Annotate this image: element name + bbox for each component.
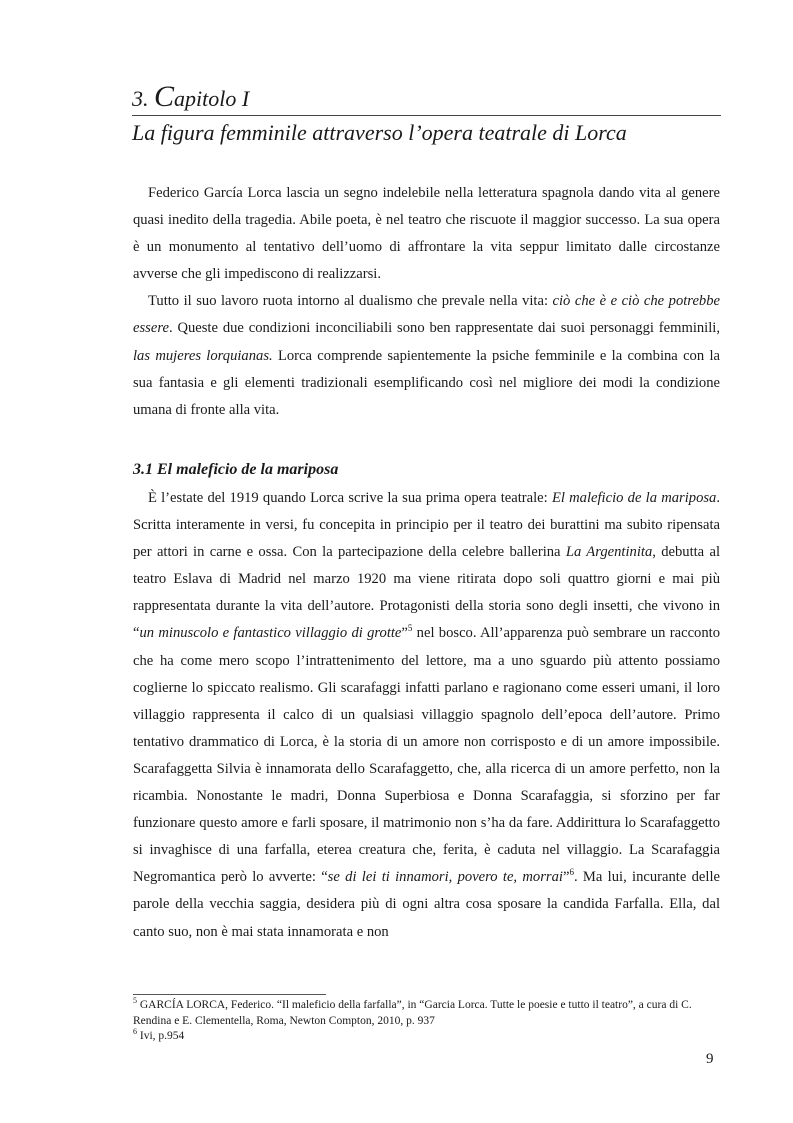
- footnote-6-text: Ivi, p.954: [137, 1030, 185, 1042]
- footnote-5-text: GARCÍA LORCA, Federico. “Il maleficio della farfalla”, in “Garcia Lorca. Tutte le poesie e tutto il teatro”, a cura di C. Rendina e E. Clementella, Roma, Newton Compton, 2010, p. 937: [133, 999, 692, 1027]
- chapter-label: [132, 80, 721, 116]
- footnote-ref-5[interactable]: 5: [407, 623, 413, 634]
- section-title: 3.1 El maleficio de la mariposa: [133, 461, 339, 478]
- intro-text: [133, 180, 720, 424]
- section-paragraph: [133, 485, 720, 946]
- section-emphasis-1: El maleficio de la mariposa: [551, 490, 717, 506]
- section-emphasis-3: un minuscolo e fantastico villaggio di grotte: [139, 625, 402, 642]
- chapter-cap-letter: C: [154, 80, 175, 113]
- intro-p2-text-b: . Queste due condizioni inconciliabili sono ben rappresentate dai suoi personaggi femminili,: [168, 320, 720, 337]
- section-text-7: . Ma lui, incurante delle parole della vecchia saggia, desidera più di ogni altra cosa sposare la candida Farfalla. Ella, dal canto suo, non è mai stata innamorata e non: [133, 869, 720, 940]
- section-text: [133, 485, 720, 946]
- chapter-number: 3.: [132, 86, 149, 111]
- chapter-label-rest: apitolo I: [174, 86, 250, 111]
- intro-p2-text-c: Lorca comprende sapientemente la psiche femminile e la combina con la sua fantasia e gli elementi tradizionali esemplificando così nel migliore dei modi la condizione umana di fronte alla vita.: [133, 347, 720, 418]
- intro-p2-emphasis-1: ciò che è e ciò che potrebbe essere: [133, 293, 720, 337]
- chapter-divider: [132, 115, 721, 116]
- page-number: 9: [706, 1051, 714, 1067]
- footnotes: [133, 998, 723, 1045]
- intro-p2-emphasis-2: las mujeres lorquianas.: [133, 347, 273, 364]
- intro-p2-text-a: Tutto il suo lavoro ruota intorno al dualismo che prevale nella vita:: [148, 293, 553, 310]
- section-text-5: nel bosco. All’apparenza può sembrare un racconto che ha come mero scopo l’intrattenimento del lettore, ma a uno sguardo più attento possiamo coglierne lo spiccato realismo. Gli scarafaggi infatti parlano e ragionano come esseri umani, il loro villaggio rappresenta il calco di un qualsiasi villaggio spagnolo dell’epoca dell’autore. Primo tentativo drammatico di Lorca, è la storia di un amore non corrisposto e di un amore impossibile. Scarafaggetta Silvia è innamorata dello Scarafaggetto, che, alla ricerca di un amore perfetto, non la ricambia. Nonostante le madri, Donna Superbiosa e Donna Scarafaggia, si sforzino per far funzionare questo amore e farli sposare, il matrimonio non s’ha da fare. Addirittura lo Scarafaggetto si invaghisce di una farfalla, eterea creatura che, ferita, è caduta nel villaggio. La Scarafaggia Negromantica però lo avverte: “: [133, 625, 720, 886]
- intro-paragraph-1: Federico García Lorca lascia un segno indelebile nella letteratura spagnola dando vita al genere quasi inedito della tragedia. Abile poeta, è nel teatro che riscuote il maggior successo. La sua opera è un monumento al tentativo dell’uomo di affrontare la vita seppur limitato dalle circostanze avverse che gli impediscono di realizzarsi.: [133, 185, 720, 283]
- section-emphasis-2: La Argentinita: [565, 544, 653, 561]
- intro-paragraph-2: [133, 288, 720, 423]
- section-emphasis-4: se di lei ti innamori, povero te, morrai: [327, 869, 563, 886]
- section-text-1: È l’estate del 1919 quando Lorca scrive la sua prima opera teatrale:: [148, 490, 552, 506]
- footnote-6: [133, 1029, 723, 1045]
- footnote-5: [133, 998, 723, 1029]
- chapter-title: La figura femminile attraverso l’opera teatrale di Lorca: [132, 120, 627, 145]
- section-text-4: ”: [401, 625, 408, 642]
- section-text-3: , debutta al teatro Eslava di Madrid nel marzo 1920 ma viene ritirata dopo soli quattro giorni e mai più rappresentata durante la vita dell’autore. Protagonisti della storia sono degli insetti, che vivono in “: [133, 544, 721, 642]
- footnote-6-number: 6: [133, 1027, 137, 1037]
- footnote-5-number: 5: [133, 996, 137, 1006]
- section-text-6: ”: [562, 869, 570, 886]
- footnote-ref-6[interactable]: 6: [569, 867, 574, 878]
- footnote-divider: [133, 994, 326, 995]
- section-text-2: . Scritta interamente in versi, fu concepita in principio per il teatro dei burattini ma subito ripensata per attori in carne e ossa. Con la partecipazione della celebre ballerina: [133, 490, 721, 561]
